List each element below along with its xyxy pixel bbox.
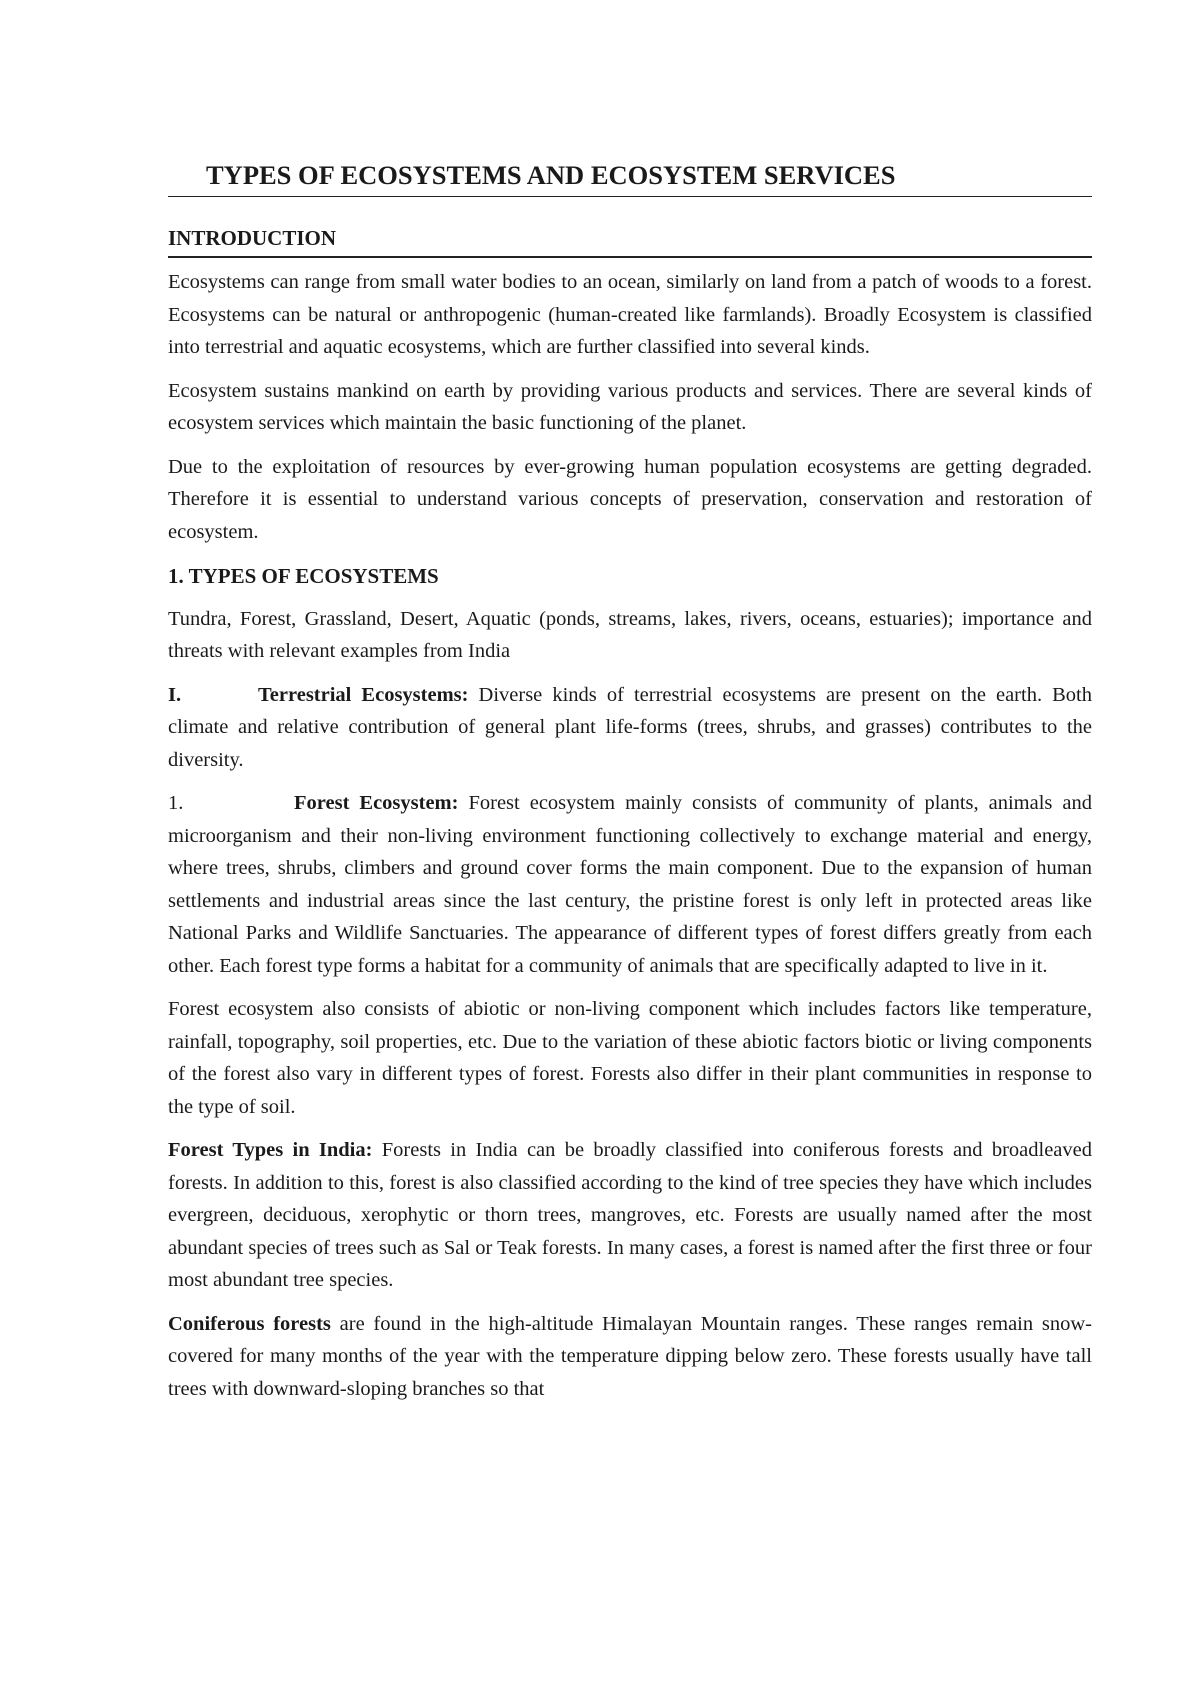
terrestrial-label: Terrestrial Ecosystems: — [258, 683, 469, 706]
forest-types-paragraph — [168, 1134, 1092, 1297]
forest-types-label: Forest Types in India: — [168, 1139, 373, 1161]
intro-paragraph-3: Due to the exploitation of resources by ever-growing human population ecosystems are getting degraded. Therefore it is essential to understand various concepts of preservation, conservation and restoration of ecosystem. — [168, 455, 1092, 543]
intro-paragraph-2: Ecosystem sustains mankind on earth by providing various products and services. There are several kinds of ecosystem services which maintain the basic functioning of the planet. — [168, 379, 1092, 434]
types-heading: 1. TYPES OF ECOSYSTEMS — [168, 564, 439, 588]
forest-number: 1. — [168, 792, 184, 814]
forest-abiotic-paragraph: Forest ecosystem also consists of abiotic or non-living component which includes factors like temperature, rainfall, topography, soil properties, etc. Due to the variation of these abiotic factors biotic or living components of the forest also vary in different types of forest. Forests also differ in their plant communities in response to the type of soil. — [168, 998, 1092, 1118]
terrestrial-number: I. — [168, 683, 182, 706]
introduction-heading: INTRODUCTION — [168, 223, 1092, 258]
forest-types-text: Forests in India can be broadly classified into coniferous forests and broadleaved forests. In addition to this, forest is also classified according to the kind of tree species they have which includes evergreen, deciduous, xerophytic or thorn trees, mangroves, etc. Forests are usually named after the most abundant species of trees such as Sal or Teak forests. In many cases, a forest is named after the first three or four most abundant tree species. — [168, 1139, 1093, 1291]
document-page — [168, 140, 1092, 1416]
coniferous-text: are found in the high-altitude Himalayan Mountain ranges. These ranges remain snow-covered for many months of the year with the temperature dipping below zero. These forests usually have tall trees with downward-sloping branches so that — [168, 1312, 1093, 1400]
terrestrial-text: Diverse kinds of terrestrial ecosystems are present on the earth. Both climate and relative contribution of general plant life-forms (trees, shrubs, and grasses) contributes to the diversity. — [168, 683, 1093, 771]
forest-paragraph — [168, 787, 1092, 982]
document-title: TYPES OF ECOSYSTEMS AND ECOSYSTEM SERVICES — [168, 158, 1092, 197]
forest-text: Forest ecosystem mainly consists of community of plants, animals and microorganism and their non-living environment functioning collectively to exchange material and energy, where trees, shrubs, climbers and ground cover forms the main component. Due to the expansion of human settlements and industrial areas since the last century, the pristine forest is only left in protected areas like National Parks and Wildlife Sanctuaries. The appearance of different types of forest differs greatly from each other. Each forest type forms a habitat for a community of animals that are specifically adapted to live in it. — [168, 792, 1092, 977]
forest-label: Forest Ecosystem: — [294, 792, 459, 814]
coniferous-label: Coniferous forests — [168, 1312, 331, 1335]
intro-paragraph-1: Ecosystems can range from small water bodies to an ocean, similarly on land from a patch of woods to a forest. Ecosystems can be natural or anthropogenic (human-created like farmlands). Broadly Ecosystem is classified into terrestrial and aquatic ecosystems, which are further classified into several kinds. — [168, 271, 1092, 358]
types-intro-paragraph: Tundra, Forest, Grassland, Desert, Aquatic (ponds, streams, lakes, rivers, oceans, estuaries); importance and threats with relevant examples from India — [168, 607, 1092, 662]
coniferous-paragraph — [168, 1308, 1092, 1406]
terrestrial-paragraph — [168, 679, 1092, 777]
